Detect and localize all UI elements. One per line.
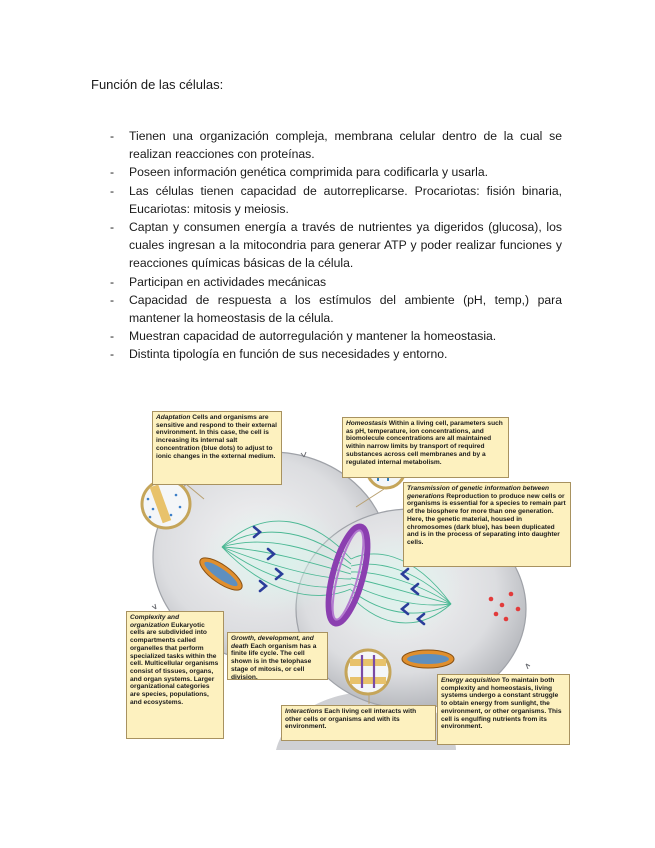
callout-homeostasis: Homeostasis Within a living cell, parameters such as pH, temperature, ion concentrations, and biomolecule concentrations are all maintained within narrow limits by transport of required substances across cell membranes and by a regulated internal metabolism. (342, 417, 509, 478)
list-item: - Participan en actividades mecánicas (110, 273, 562, 291)
list-item: - Las células tienen capacidad de autorreplicarse. Procariotas: fisión binaria, Eucariotas: mitosis y meiosis. (110, 183, 562, 216)
callout-interactions: Interactions Each living cell interacts with other cells or organisms and with its environment. (281, 705, 436, 741)
bullet-dash: - (110, 129, 115, 143)
bullet-dash: - (110, 347, 115, 362)
callout-growth: Growth, development, and death Each organism has a finite life cycle. The cell shown is in the telophase stage of mitosis, or cell division. (227, 632, 328, 680)
mitochondrion-right (402, 650, 454, 668)
page-title: Función de las células: (91, 77, 224, 92)
list-item: - Tienen una organización compleja, membrana celular dentro de la cual se realizan reacciones con proteínas. (110, 129, 562, 162)
callout-complexity: Complexity and organization Eukaryotic cells are subdivided into compartments called organelles that perform specialized tasks within the cell. Multicellular organisms consist of tissues, organs, and organ systems. Larger organizational categories are species, populations, and ecosystems. (126, 611, 224, 739)
function-list (110, 127, 562, 364)
callout-adaptation: Adaptation Cells and organisms are sensitive and respond to their external environment. In this case, the cell is increasing its internal salt concentration (blue dots) to adjust to ionic changes in the external medium. (152, 411, 282, 485)
bullet-dash: - (110, 165, 115, 180)
list-item: - Distinta tipología en función de sus necesidades y entorno. (110, 345, 562, 363)
callout-transmission: Transmission of genetic information between generations Reproduction to produce new cells or organisms is essential for a species to remain part of the biosphere for more than one generation. Here, the genetic material, housed in chromosomes (dark blue), has been duplicated and is in the process of separating into daughter cells. (403, 482, 571, 567)
bullet-dash: - (110, 292, 115, 307)
list-item: - Captan y consumen energía a través de nutrientes ya digeridos (glucosa), los cuales ingresan a la mitocondria para generar ATP y poder realizar funciones y reacciones químicas básicas de la célula. (110, 220, 562, 271)
cell-properties-figure (126, 409, 573, 750)
list-item: - Muestran capacidad de autorregulación y mantener la homeostasia. (110, 327, 562, 345)
bullet-dash: - (110, 220, 115, 235)
list-item: - Capacidad de respuesta a los estímulos del ambiente (pH, temp,) para mantener la homeostasis de la célula. (110, 292, 562, 326)
callout-energy: Energy acquisition To maintain both complexity and homeostasis, living systems undergo a constant struggle to obtain energy from sunlight, the environment, or other organisms. This cell is engulfing nutrients from its environment. (437, 674, 570, 745)
list-item: - Poseen información genética comprimida para codificarla y usarla. (110, 163, 562, 181)
bullet-dash: - (110, 183, 115, 198)
bullet-dash: - (110, 329, 115, 344)
bullet-dash: - (110, 274, 115, 289)
